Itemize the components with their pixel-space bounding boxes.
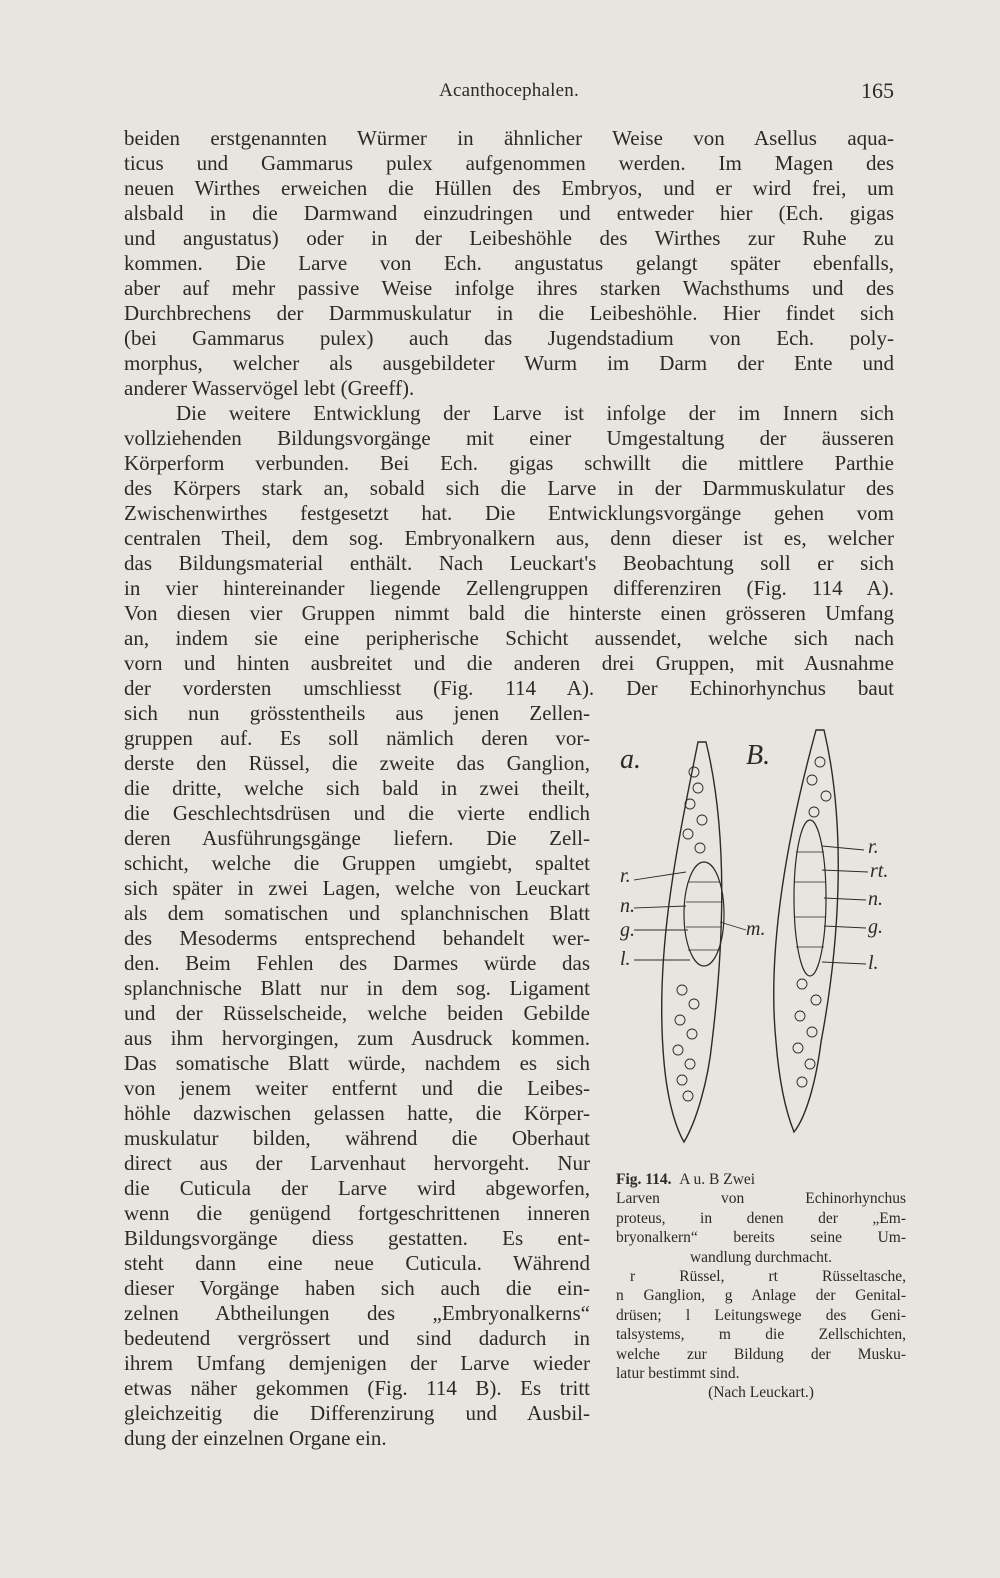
text-line: vorn und hinten ausbreitet und die anderen drei Gruppen, mit Ausnahme	[124, 651, 894, 675]
text-line: wenn die genügend fortgeschrittenen inneren	[124, 1201, 590, 1225]
text-line: des Mesoderms entsprechend behandelt wer-	[124, 926, 590, 950]
label-a-l: l.	[620, 948, 631, 970]
label-b-rt: rt.	[870, 860, 889, 882]
text-line: Die weitere Entwicklung der Larve ist infolge der im Innern sich	[176, 401, 894, 425]
running-head	[124, 78, 894, 108]
caption-legend-line: drüsen; l Leitungswege des Geni-	[616, 1306, 906, 1324]
label-b-r: r.	[868, 836, 879, 858]
caption-credit: (Nach Leuckart.)	[708, 1384, 814, 1402]
paragraph-2	[124, 401, 894, 701]
label-b-n: n.	[868, 888, 883, 910]
text-line: deren Ausführungsgänge liefern. Die Zell-	[124, 826, 590, 850]
text-line: bedeutend vergrössert und sind dadurch in	[124, 1326, 590, 1350]
text-line: vollziehenden Bildungsvorgänge mit einer Umgestaltung der äusseren	[124, 426, 894, 450]
text-line: dung der einzelnen Organe ein.	[124, 1426, 387, 1450]
text-line: steht dann eine neue Cuticula. Während	[124, 1251, 590, 1275]
text-line: an, indem sie eine peripherische Schicht aussendet, welche sich nach	[124, 626, 894, 650]
text-line: ticus und Gammarus pulex aufgenommen werden. Im Magen des	[124, 151, 894, 175]
text-line: aus ihm hervorgingen, zum Ausdruck kommen.	[124, 1026, 590, 1050]
text-line: Das somatische Blatt würde, nachdem es sich	[124, 1051, 590, 1075]
text-line: splanchnische Blatt nur in dem sog. Ligament	[124, 976, 590, 1000]
paragraph-1	[124, 126, 894, 401]
text-line: den. Beim Fehlen des Darmes würde das	[124, 951, 590, 975]
label-a: a.	[620, 744, 641, 775]
caption-line: proteus, in denen der „Em-	[616, 1209, 906, 1227]
label-b: B.	[746, 740, 771, 771]
text-line: morphus, welcher als ausgebildeter Wurm im Darm der Ente und	[124, 351, 894, 375]
caption-line: wandlung durchmacht.	[689, 1248, 833, 1266]
label-b-l: l.	[868, 952, 879, 974]
running-title: Acanthocephalen.	[439, 80, 579, 101]
text-line: in vier hintereinander liegende Zellengruppen differenziren (Fig. 114 A).	[124, 576, 894, 600]
text-line: zelnen Abtheilungen des „Embryonalkerns“	[124, 1301, 590, 1325]
text-line: gleichzeitig die Differenzirung und Ausbil-	[124, 1401, 590, 1425]
caption-fig-label: Fig. 114.	[616, 1171, 672, 1188]
caption-line: Larven von Echinorhynchus	[616, 1190, 906, 1208]
label-a-r: r.	[620, 865, 631, 887]
figure-caption	[616, 1170, 906, 1403]
larva-b-outline	[774, 730, 839, 1132]
text-line: von jenem weiter entfernt und die Leibes-	[124, 1076, 590, 1100]
text-line: neuen Wirthes erweichen die Hüllen des Embryos, und er wird frei, um	[124, 176, 894, 200]
text-line: aber auf mehr passive Weise infolge ihres starken Wachsthums und des	[124, 276, 894, 300]
embryonic-core-b	[794, 820, 826, 976]
text-line: die dritte, welche sich bald in zwei theilt,	[124, 776, 590, 800]
caption-first-line	[616, 1170, 906, 1189]
caption-legend-line: talsystems, m die Zellschichten,	[616, 1326, 906, 1344]
text-line: die Geschlechtsdrüsen und die vierte endlich	[124, 801, 590, 825]
text-line: als dem somatischen und splanchnischen Blatt	[124, 901, 590, 925]
text-line: etwas näher gekommen (Fig. 114 B). Es tritt	[124, 1376, 590, 1400]
text-line: muskulatur bilden, während die Oberhaut	[124, 1126, 590, 1150]
text-line: anderer Wasservögel lebt (Greeff).	[124, 376, 415, 400]
label-b-g: g.	[868, 916, 883, 938]
caption-text	[616, 1189, 906, 1267]
text-line: und angustatus) oder in der Leibeshöhle des Wirthes zur Ruhe zu	[124, 226, 894, 250]
text-line: dieser Vorgänge haben sich auch die ein-	[124, 1276, 590, 1300]
text-line: gruppen auf. Es soll nämlich deren vor-	[124, 726, 590, 750]
text-line: Zwischenwirthes festgesetzt hat. Die Entwicklungsvorgänge gehen vom	[124, 501, 894, 525]
text-line: sich später in zwei Lagen, welche von Leuckart	[124, 876, 590, 900]
text-line: (bei Gammarus pulex) auch das Jugendstadium von Ech. poly-	[124, 326, 894, 350]
larva-a-outline	[662, 742, 722, 1142]
text-line: Von diesen vier Gruppen nimmt bald die hinterste einen grösseren Umfang	[124, 601, 894, 625]
text-line: des Körpers stark an, sobald sich die Larve in der Darmmuskulatur des	[124, 476, 894, 500]
caption-legend-line: latur bestimmt sind.	[616, 1364, 740, 1382]
text-line: alsbald in die Darmwand einzudringen und entweder hier (Ech. gigas	[124, 201, 894, 225]
caption-line: A u. B Zwei	[679, 1171, 756, 1188]
text-line: die Cuticula der Larve wird abgeworfen,	[124, 1176, 590, 1200]
label-a-g: g.	[620, 919, 635, 941]
label-a-m: m.	[746, 918, 766, 940]
caption-legend	[616, 1267, 906, 1383]
text-line: und der Rüsselscheide, welche beiden Gebilde	[124, 1001, 590, 1025]
text-line: centralen Theil, dem sog. Embryonalkern aus, denn dieser ist es, welcher	[124, 526, 894, 550]
text-line: Körperform verbunden. Bei Ech. gigas schwillt die mittlere Parthie	[124, 451, 894, 475]
text-line: sich nun grösstentheils aus jenen Zellen-	[124, 701, 590, 725]
text-line: Durchbrechens der Darmmuskulatur in die Leibeshöhle. Hier findet sich	[124, 301, 894, 325]
caption-legend-line: n Ganglion, g Anlage der Genital-	[616, 1287, 906, 1305]
text-line: ihrem Umfang demjenigen der Larve wieder	[124, 1351, 590, 1375]
caption-legend-line: r Rüssel, rt Rüsseltasche,	[630, 1267, 906, 1285]
text-line: der vordersten umschliesst (Fig. 114 A). Der Echinorhynchus baut	[124, 676, 894, 700]
page-number: 165	[861, 78, 894, 103]
text-line: schicht, welche die Gruppen umgiebt, spaltet	[124, 851, 590, 875]
label-a-n: n.	[620, 895, 635, 917]
text-line: kommen. Die Larve von Ech. angustatus gelangt später ebenfalls,	[124, 251, 894, 275]
caption-legend-line: welche zur Bildung der Musku-	[616, 1345, 906, 1363]
text-line: direct aus der Larvenhaut hervorgeht. Nur	[124, 1151, 590, 1175]
figure-114	[616, 722, 906, 1152]
paragraph-2-continued	[124, 701, 590, 1451]
text-line: derste den Rüssel, die zweite das Ganglion,	[124, 751, 590, 775]
text-line: höhle dazwischen gelassen hatte, die Körper-	[124, 1101, 590, 1125]
caption-line: bryonalkern“ bereits seine Um-	[616, 1229, 906, 1247]
text-line: beiden erstgenannten Würmer in ähnlicher Weise von Asellus aqua-	[124, 126, 894, 150]
embryonic-core-a	[684, 862, 724, 966]
text-line: Bildungsvorgänge diess gestatten. Es ent-	[124, 1226, 590, 1250]
text-line: das Bildungsmaterial enthält. Nach Leuckart's Beobachtung soll er sich	[124, 551, 894, 575]
